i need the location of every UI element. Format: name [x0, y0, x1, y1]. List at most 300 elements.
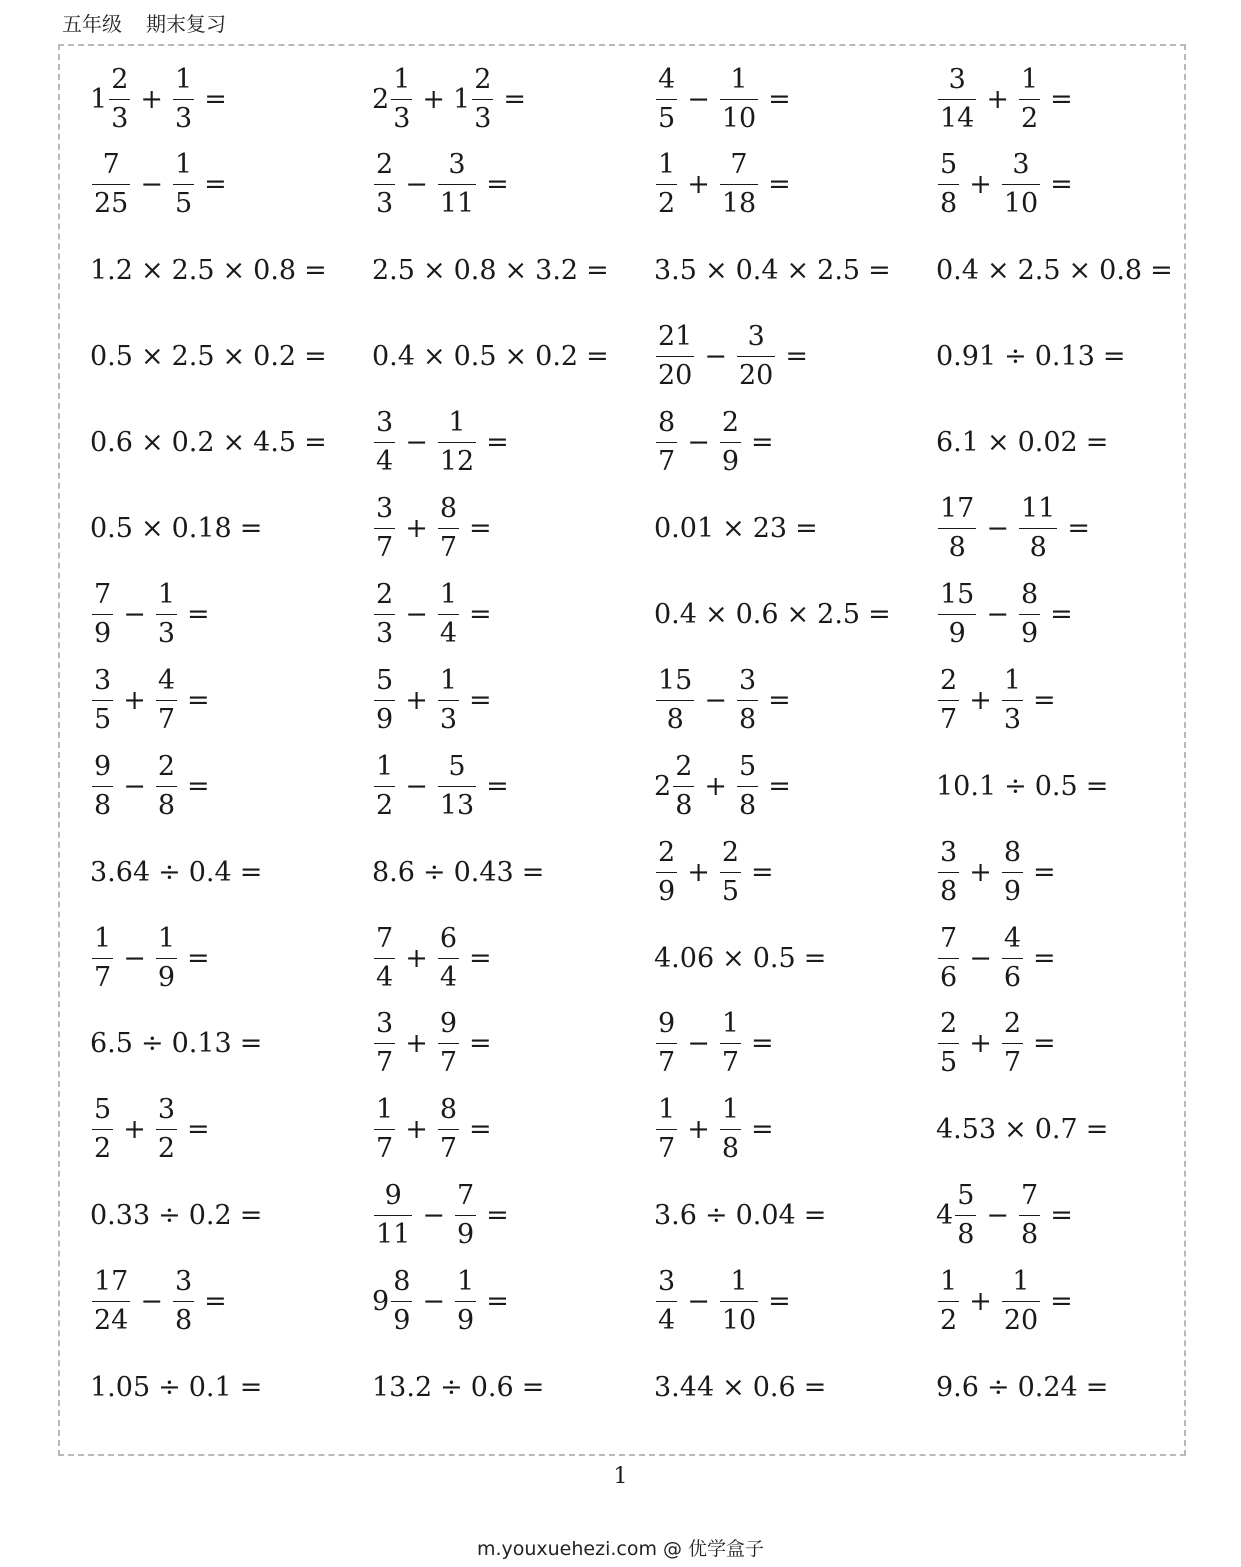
numerator: 2 — [111, 63, 129, 95]
denominator: 25 — [94, 188, 129, 220]
numerator: 8 — [1003, 836, 1021, 868]
number: 2.5 — [171, 341, 215, 373]
numerator: 15 — [940, 578, 975, 610]
number: 0.01 — [654, 513, 715, 544]
math-problem — [936, 142, 1206, 228]
operator: ÷ — [422, 856, 446, 888]
operator: = — [304, 255, 327, 287]
math-problem — [90, 743, 360, 829]
denominator: 3 — [376, 617, 394, 649]
operator: × — [986, 255, 1010, 287]
math-problem — [372, 829, 642, 915]
denominator: 11 — [376, 1219, 411, 1251]
denominator: 10 — [721, 1305, 757, 1337]
operator: + — [405, 1028, 428, 1060]
math-problem — [654, 486, 924, 572]
operator: + — [405, 684, 428, 716]
fraction — [938, 490, 976, 567]
math-problem — [936, 314, 1206, 400]
number: 2.5 — [817, 255, 861, 287]
operator: ÷ — [986, 1372, 1010, 1403]
denominator: 2 — [658, 188, 676, 220]
fraction — [173, 61, 194, 138]
fraction — [374, 576, 395, 653]
operator: = — [768, 770, 791, 802]
denominator: 8 — [957, 1219, 975, 1251]
numerator: 5 — [957, 1180, 975, 1212]
denominator: 3 — [474, 102, 492, 134]
numerator: 3 — [658, 1266, 676, 1298]
math-problem — [372, 1259, 642, 1345]
operator: + — [969, 169, 992, 201]
operator: = — [469, 513, 492, 544]
denominator: 4 — [376, 961, 394, 993]
numerator: 1 — [439, 578, 457, 610]
math-problem — [654, 1173, 924, 1259]
denominator: 7 — [94, 961, 112, 993]
numerator: 9 — [439, 1008, 457, 1040]
numerator: 9 — [384, 1180, 402, 1212]
fraction — [737, 662, 758, 739]
operator: ÷ — [704, 1200, 728, 1232]
numerator: 9 — [658, 1008, 676, 1040]
math-problem — [936, 1345, 1206, 1431]
numerator: 7 — [94, 578, 112, 610]
operator: + — [969, 684, 992, 716]
fraction — [455, 1263, 476, 1340]
denominator: 8 — [1021, 1219, 1039, 1251]
number: 0.33 — [90, 1200, 151, 1232]
math-problem — [90, 1001, 360, 1087]
denominator: 18 — [721, 188, 757, 220]
denominator: 6 — [1003, 961, 1021, 993]
fraction — [720, 1091, 741, 1168]
numerator: 1 — [457, 1266, 475, 1298]
number: 0.8 — [1099, 255, 1143, 287]
numerator: 2 — [1003, 1008, 1021, 1040]
numerator: 5 — [739, 750, 757, 782]
fraction — [1002, 920, 1023, 997]
operator: + — [687, 169, 710, 201]
math-problem — [936, 400, 1206, 486]
fraction — [173, 1263, 194, 1340]
fraction — [438, 490, 459, 567]
numerator: 2 — [474, 63, 492, 95]
number: 2.5 — [171, 255, 215, 287]
operator: = — [1050, 1200, 1073, 1232]
fraction — [156, 920, 177, 997]
fraction — [156, 576, 177, 653]
operator: − — [405, 427, 428, 459]
math-problem — [90, 1259, 360, 1345]
numerator: 15 — [658, 664, 693, 696]
number: 0.13 — [171, 1028, 232, 1060]
number: 0.4 — [936, 255, 979, 287]
numerator: 1 — [940, 1266, 958, 1298]
operator: = — [469, 684, 492, 716]
number: 10.1 — [936, 770, 997, 802]
numerator: 11 — [1020, 493, 1056, 524]
operator: = — [768, 684, 791, 716]
operator: + — [687, 856, 710, 888]
numerator: 7 — [102, 149, 120, 181]
numerator: 8 — [1020, 578, 1039, 610]
number: 0.4 — [654, 598, 697, 630]
denominator: 9 — [393, 1305, 411, 1337]
fraction — [109, 61, 130, 138]
math-problem — [654, 915, 924, 1001]
operator: + — [405, 942, 428, 974]
fraction — [938, 146, 959, 223]
fraction — [374, 662, 395, 739]
math-problem — [654, 1001, 924, 1087]
operator: × — [1004, 1114, 1027, 1146]
denominator: 7 — [376, 1047, 394, 1079]
operator: = — [187, 942, 210, 974]
operator: = — [486, 169, 509, 201]
fraction — [374, 146, 395, 223]
fraction — [92, 748, 113, 825]
fraction — [438, 576, 459, 653]
operator: + — [687, 1114, 710, 1146]
denominator: 8 — [675, 789, 693, 821]
numerator: 3 — [157, 1094, 175, 1126]
grade-label: 五年级 — [62, 12, 122, 36]
math-problem — [654, 142, 924, 228]
denominator: 8 — [940, 875, 958, 907]
number: 0.5 — [90, 513, 133, 544]
fraction — [391, 61, 412, 138]
number: 6.5 — [90, 1028, 133, 1060]
number: 0.18 — [171, 513, 232, 544]
numerator: 1 — [174, 149, 193, 181]
fraction — [438, 404, 476, 481]
numerator: 1 — [376, 750, 394, 782]
math-problem — [654, 657, 924, 743]
denominator: 20 — [1003, 1305, 1039, 1337]
denominator: 5 — [721, 875, 739, 907]
operator: + — [422, 83, 445, 115]
operator: − — [405, 598, 428, 630]
operator: = — [1033, 1028, 1056, 1060]
operator: = — [204, 1286, 227, 1318]
whole-number: 2 — [372, 83, 390, 115]
denominator: 9 — [1020, 617, 1039, 649]
fraction — [656, 1263, 677, 1340]
fraction — [720, 1263, 758, 1340]
denominator: 9 — [658, 875, 676, 907]
operator: = — [795, 513, 818, 544]
fraction — [374, 1091, 395, 1168]
numerator: 1 — [721, 1094, 739, 1126]
math-problem — [936, 829, 1206, 915]
fraction — [374, 1005, 395, 1082]
denominator: 8 — [1029, 532, 1047, 563]
operator: × — [222, 341, 246, 373]
denominator: 8 — [157, 789, 175, 821]
operator: ÷ — [158, 1372, 181, 1403]
operator: × — [986, 427, 1010, 459]
operator: + — [969, 856, 992, 888]
math-problem — [936, 743, 1206, 829]
operator: + — [123, 684, 146, 716]
numerator: 21 — [658, 321, 693, 353]
fraction — [156, 662, 177, 739]
number: 0.8 — [253, 255, 297, 287]
math-problem — [936, 1001, 1206, 1087]
operator: = — [1033, 942, 1056, 974]
operator: − — [986, 1200, 1009, 1232]
whole-number: 1 — [453, 83, 471, 115]
operator: = — [187, 1114, 210, 1146]
denominator: 5 — [174, 188, 193, 220]
math-problem — [90, 56, 360, 142]
operator: = — [868, 255, 891, 287]
fraction — [737, 318, 775, 395]
operator: = — [486, 427, 509, 459]
denominator: 4 — [439, 617, 457, 649]
numerator: 1 — [730, 1266, 748, 1298]
numerator: 2 — [940, 664, 958, 696]
fraction — [938, 662, 959, 739]
operator: = — [803, 942, 827, 974]
denominator: 7 — [439, 1133, 457, 1165]
math-problem — [372, 1173, 642, 1259]
denominator: 9 — [948, 617, 966, 649]
math-problem — [90, 142, 360, 228]
operator: + — [704, 770, 727, 802]
denominator: 9 — [94, 617, 112, 649]
math-problem — [654, 1259, 924, 1345]
denominator: 4 — [658, 1305, 676, 1337]
fraction — [1002, 146, 1040, 223]
fraction — [1019, 1177, 1040, 1254]
fraction — [1002, 1005, 1023, 1082]
operator: = — [768, 1286, 791, 1318]
whole-number: 9 — [372, 1286, 390, 1318]
operator: = — [1085, 427, 1109, 459]
math-problem — [372, 1087, 642, 1173]
math-problem — [654, 743, 924, 829]
fraction — [656, 404, 677, 481]
numerator: 1 — [658, 1094, 676, 1126]
denominator: 3 — [393, 102, 411, 134]
math-problem — [936, 1087, 1206, 1173]
operator: + — [969, 1028, 992, 1060]
operator: = — [239, 1372, 263, 1403]
operator: ÷ — [140, 1028, 164, 1060]
fraction — [438, 662, 459, 739]
fraction — [673, 748, 694, 825]
fraction — [1019, 61, 1040, 138]
denominator: 2 — [940, 1305, 958, 1337]
denominator: 2 — [94, 1133, 112, 1165]
fraction — [1019, 490, 1057, 567]
denominator: 8 — [666, 703, 684, 735]
denominator: 10 — [1003, 188, 1039, 220]
operator: × — [222, 427, 246, 459]
number: 6.1 — [936, 427, 979, 459]
fraction — [656, 146, 677, 223]
math-problem — [372, 228, 642, 314]
operator: = — [868, 598, 891, 630]
number: 0.6 — [470, 1372, 514, 1403]
math-problem — [372, 915, 642, 1001]
fraction — [720, 146, 758, 223]
numerator: 3 — [376, 1008, 394, 1040]
numerator: 1 — [730, 63, 748, 95]
fraction — [374, 1177, 412, 1254]
fraction — [938, 576, 976, 653]
operator: = — [469, 598, 492, 630]
operator: = — [586, 255, 609, 287]
operator: − — [986, 598, 1009, 630]
denominator: 3 — [376, 188, 394, 220]
fraction — [720, 1005, 741, 1082]
math-problem — [936, 228, 1206, 314]
numerator: 2 — [940, 1008, 958, 1040]
denominator: 5 — [940, 1047, 958, 1079]
fraction — [374, 404, 395, 481]
numerator: 5 — [940, 149, 958, 181]
denominator: 4 — [439, 961, 457, 993]
fraction — [438, 920, 459, 997]
page-header — [62, 8, 226, 37]
denominator: 10 — [721, 102, 757, 134]
denominator: 5 — [658, 102, 676, 134]
denominator: 4 — [376, 446, 394, 478]
operator: − — [422, 1200, 445, 1232]
fraction — [1002, 834, 1023, 911]
number: 8.6 — [372, 856, 415, 888]
operator: = — [1085, 770, 1109, 802]
operator: − — [704, 684, 727, 716]
fraction — [438, 1091, 459, 1168]
number: 0.6 — [735, 598, 779, 630]
math-problem — [654, 228, 924, 314]
numerator: 8 — [393, 1266, 411, 1298]
operator: × — [704, 598, 728, 630]
numerator: 5 — [376, 664, 394, 696]
operator: = — [1050, 169, 1073, 201]
numerator: 2 — [376, 149, 394, 181]
fraction — [1019, 576, 1040, 653]
numerator: 3 — [376, 407, 394, 439]
number: 23 — [752, 513, 788, 544]
number: 0.5 — [453, 341, 497, 373]
operator: = — [768, 83, 791, 115]
math-problem — [372, 314, 642, 400]
numerator: 1 — [94, 922, 112, 954]
fraction — [374, 920, 395, 997]
operator: = — [204, 169, 227, 201]
operator: = — [1050, 598, 1073, 630]
fraction — [955, 1177, 976, 1254]
denominator: 8 — [739, 789, 757, 821]
numerator: 4 — [157, 664, 175, 696]
numerator: 1 — [658, 149, 676, 181]
operator: = — [503, 83, 526, 115]
math-problem — [90, 486, 360, 572]
operator: + — [405, 1114, 428, 1146]
operator: = — [204, 83, 227, 115]
operator: + — [140, 83, 163, 115]
fraction — [656, 318, 694, 395]
number: 0.5 — [1034, 770, 1078, 802]
math-problem — [654, 314, 924, 400]
fraction — [438, 146, 476, 223]
number: 0.5 — [90, 341, 133, 373]
number: 2.5 — [372, 255, 415, 287]
denominator: 12 — [439, 446, 475, 478]
numerator: 1 — [439, 664, 457, 696]
operator: = — [239, 1200, 263, 1232]
operator: = — [803, 1200, 827, 1232]
math-problem — [90, 1173, 360, 1259]
number: 0.7 — [1034, 1114, 1078, 1146]
denominator: 5 — [94, 703, 112, 735]
fraction — [737, 748, 758, 825]
operator: − — [405, 770, 428, 802]
operator: − — [969, 942, 992, 974]
operator: = — [1033, 856, 1056, 888]
numerator: 1 — [175, 63, 193, 95]
operator: = — [187, 598, 210, 630]
math-problem — [372, 1345, 642, 1431]
math-problem — [90, 1087, 360, 1173]
number: 0.2 — [253, 341, 297, 373]
numerator: 17 — [940, 493, 975, 524]
denominator: 3 — [1003, 703, 1021, 735]
number: 0.24 — [1017, 1372, 1078, 1403]
fraction — [438, 1005, 459, 1082]
operator: × — [140, 341, 164, 373]
math-problem — [654, 571, 924, 657]
numerator: 8 — [439, 493, 457, 524]
fraction — [92, 576, 113, 653]
numerator: 7 — [1021, 1180, 1039, 1212]
denominator: 9 — [721, 446, 739, 478]
math-problem — [372, 56, 642, 142]
fraction — [391, 1263, 412, 1340]
operator: = — [1085, 1114, 1109, 1146]
operator: + — [405, 513, 428, 544]
operator: = — [1085, 1372, 1109, 1403]
numerator: 3 — [448, 149, 466, 181]
number: 3.6 — [654, 1200, 697, 1232]
denominator: 7 — [157, 703, 175, 735]
fraction — [374, 490, 395, 567]
operator: − — [986, 513, 1009, 544]
numerator: 3 — [174, 1266, 193, 1298]
operator: − — [687, 427, 710, 459]
operator: − — [687, 1028, 710, 1060]
denominator: 8 — [174, 1305, 193, 1337]
number: 0.2 — [171, 427, 215, 459]
denominator: 8 — [948, 532, 966, 563]
number: 0.2 — [188, 1200, 232, 1232]
fraction — [1002, 1263, 1040, 1340]
fraction — [92, 146, 130, 223]
fraction — [656, 834, 677, 911]
denominator: 9 — [376, 703, 394, 735]
operator: − — [140, 169, 163, 201]
fraction — [374, 748, 395, 825]
operator: = — [785, 341, 808, 373]
numerator: 5 — [94, 1094, 112, 1126]
fraction — [938, 834, 959, 911]
operator: = — [1050, 1286, 1073, 1318]
